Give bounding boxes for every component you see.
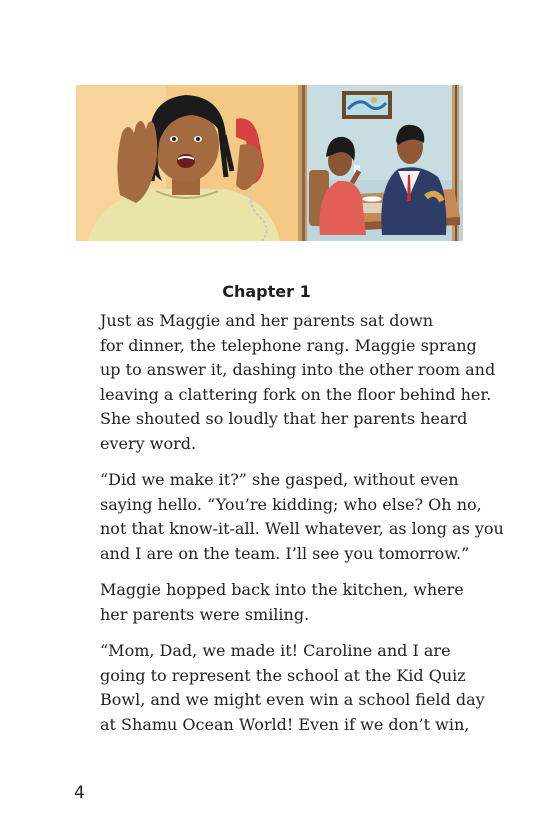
text-line: and I are on the team. I’ll see you tomorrow.” (100, 543, 470, 563)
text-line: going to represent the school at the Kid Quiz (100, 665, 466, 685)
text-line: up to answer it, dashing into the other room and (100, 360, 496, 379)
text-line: every word. (100, 433, 197, 453)
text-line: saying hello. “You’re kidding; who else? Oh no, (100, 494, 482, 514)
text-line: She shouted so loudly that her parents heard (100, 409, 468, 428)
text-line: leaving a clattering fork on the floor behind her. (100, 384, 492, 404)
story-text (74, 309, 504, 749)
chapter-illustration (76, 85, 463, 241)
text-line: Maggie hopped back into the kitchen, where (100, 580, 464, 599)
text-line: Just as Maggie and her parents sat down (100, 311, 434, 330)
chapter-title: Chapter 1 (222, 282, 311, 301)
paragraph (74, 578, 469, 627)
text-line: for dinner, the telephone rang. Maggie sprang (100, 335, 477, 355)
page-number: 4 (74, 783, 85, 803)
wall-picture (342, 91, 392, 119)
text-line: Bowl, and we might even win a school field day (100, 690, 485, 709)
paragraph (74, 639, 485, 737)
text-line: at Shamu Ocean World! Even if we don’t win, (100, 714, 470, 734)
paragraph (74, 468, 504, 566)
text-line: “Did we make it?” she gasped, without even (100, 470, 459, 489)
text-line: not that know-it-all. Well whatever, as long as you (100, 519, 504, 538)
text-line: her parents were smiling. (100, 604, 310, 624)
text-line: “Mom, Dad, we made it! Caroline and I are (100, 641, 451, 660)
paragraph (74, 309, 496, 456)
